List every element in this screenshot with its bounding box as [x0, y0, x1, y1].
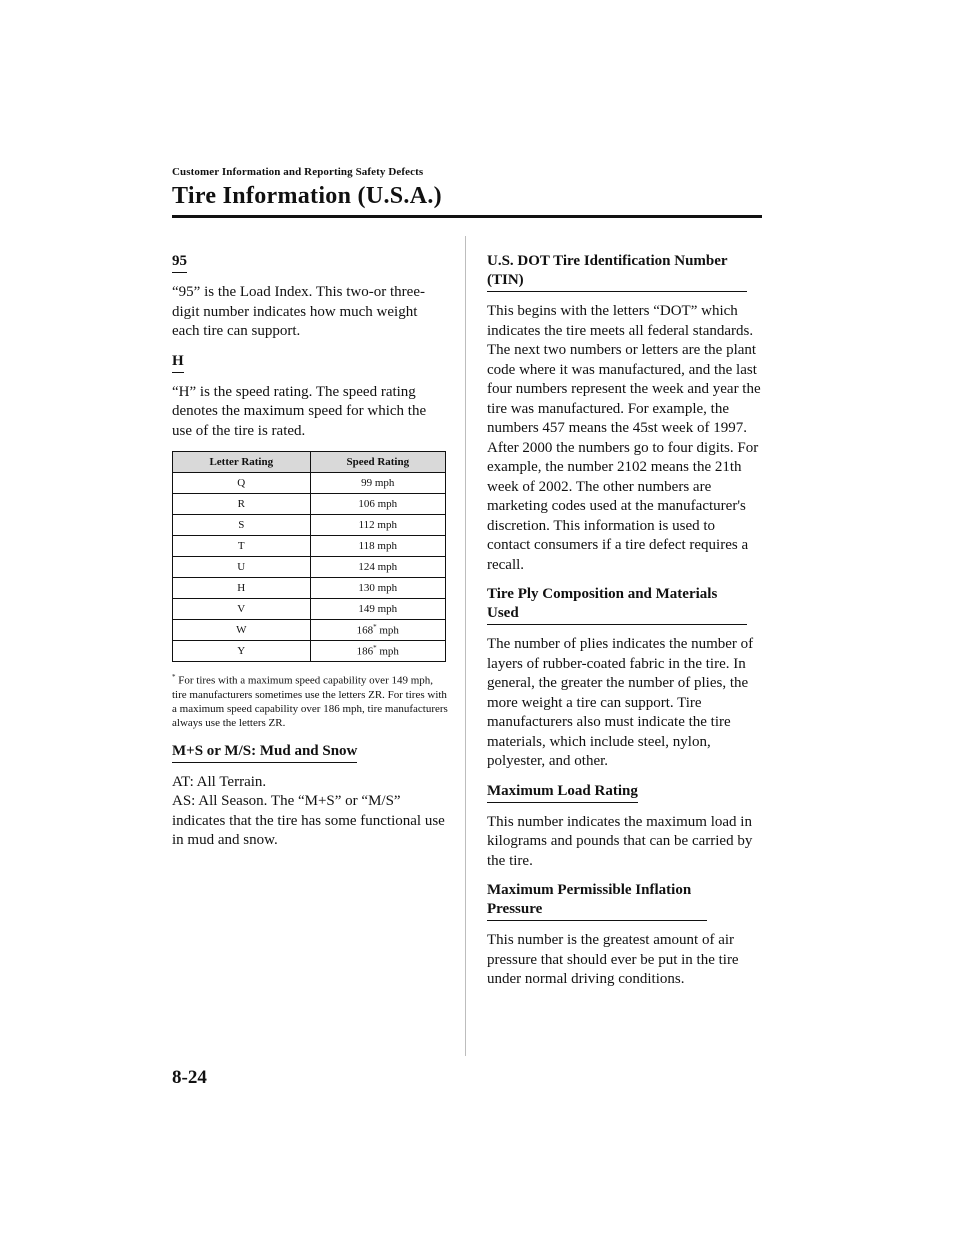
speed-rating-table: [172, 451, 446, 662]
letter-rating-cell: V: [173, 599, 311, 620]
right-column: [487, 252, 762, 1000]
letter-rating-cell: W: [173, 620, 311, 641]
section-label: Customer Information and Reporting Safety Defects: [172, 166, 424, 178]
heading-speed-rating: H: [172, 352, 184, 373]
speed-cell: 99 mph: [310, 473, 445, 494]
page-number: 8-24: [172, 1067, 207, 1088]
footnote-marker: *: [172, 673, 176, 681]
max-load-text: This number indicates the maximum load in kilograms and pounds that can be carried by the tire.: [487, 813, 753, 869]
footnote-marker: *: [373, 623, 377, 632]
table-row: [173, 578, 446, 599]
letter-rating-cell: T: [173, 536, 311, 557]
heading-max-inflation: Maximum Permissible Inflation Pressure: [487, 881, 707, 921]
speed-cell: [310, 641, 445, 662]
table-row: [173, 641, 446, 662]
table-row: [173, 515, 446, 536]
letter-rating-cell: U: [173, 557, 311, 578]
table-row: [173, 557, 446, 578]
speed-unit: mph: [376, 624, 399, 637]
table-row: [173, 494, 446, 515]
title-rule: [172, 215, 762, 218]
footnote-marker: *: [373, 644, 377, 653]
tin-text: This begins with the letters “DOT” which indicates the tire meets all federal standards. The next two numbers or letters are the plant code where it was manufactured, and the last four numbers represent the week and year the tire was manufactured. For example, the numbers 457 means the 45st week of 1997. After 2000 the numbers go to four digits. For example, the number 2102 means the 21th week of 2002. The other numbers are marketing codes used at the manufacturer's discretion. This information is used to contact consumers if a tire defect requires a recall.: [487, 303, 761, 573]
table-row: [173, 536, 446, 557]
speed-cell: 106 mph: [310, 494, 445, 515]
letter-rating-cell: Q: [173, 473, 311, 494]
heading-tin: U.S. DOT Tire Identification Number (TIN): [487, 252, 747, 292]
speed-value: 168: [356, 624, 374, 637]
table-header-row: [173, 452, 446, 473]
letter-rating-cell: R: [173, 494, 311, 515]
table-footnote: [172, 670, 448, 730]
speed-rating-text: “H” is the speed rating. The speed rating denotes the maximum speed for which the use of the tire is rated.: [172, 383, 427, 439]
letter-rating-cell: Y: [173, 641, 311, 662]
load-index-text: “95” is the Load Index. This two-or three-digit number indicates how much weight each tire can support.: [172, 284, 425, 339]
table-row: [173, 620, 446, 641]
table-row: [173, 473, 446, 494]
letter-rating-cell: S: [173, 515, 311, 536]
letter-rating-cell: H: [173, 578, 311, 599]
heading-max-load: Maximum Load Rating: [487, 782, 638, 803]
speed-unit: mph: [376, 645, 399, 658]
heading-ply-composition: Tire Ply Composition and Materials Used: [487, 585, 747, 625]
speed-cell: 118 mph: [310, 536, 445, 557]
speed-value: 186: [356, 645, 374, 658]
heading-mud-snow: M+S or M/S: Mud and Snow: [172, 742, 357, 763]
speed-cell: [310, 620, 445, 641]
table-row: [173, 599, 446, 620]
speed-cell: 149 mph: [310, 599, 445, 620]
max-inflation-text: This number is the greatest amount of air pressure that should ever be put in the tire under normal driving conditions.: [487, 932, 739, 987]
speed-cell: 130 mph: [310, 578, 445, 599]
column-header: Speed Rating: [310, 452, 445, 473]
all-season-text: AS: All Season. The “M+S” or “M/S” indicates that the tire has some functional use in mud and snow.: [172, 793, 445, 849]
speed-cell: 112 mph: [310, 515, 445, 536]
all-terrain-text: AT: All Terrain.: [172, 773, 267, 790]
heading-load-index: 95: [172, 252, 187, 273]
column-divider: [465, 236, 466, 1056]
column-header: Letter Rating: [173, 452, 311, 473]
left-column: [172, 252, 448, 861]
footnote-text: For tires with a maximum speed capability over 149 mph, tire manufacturers sometimes use the letters ZR. For tires with a maximum speed capability over 186 mph, tire manufacturers always use the letters ZR.: [172, 674, 448, 729]
page-title: Tire Information (U.S.A.): [172, 183, 442, 209]
ply-composition-text: The number of plies indicates the number of layers of rubber-coated fabric in the tire. In general, the greater the number of plies, the more weight a tire can support. Tire manufacturers also must indicate the tire materials, which include steel, nylon, polyester, and other.: [487, 636, 754, 769]
speed-cell: 124 mph: [310, 557, 445, 578]
